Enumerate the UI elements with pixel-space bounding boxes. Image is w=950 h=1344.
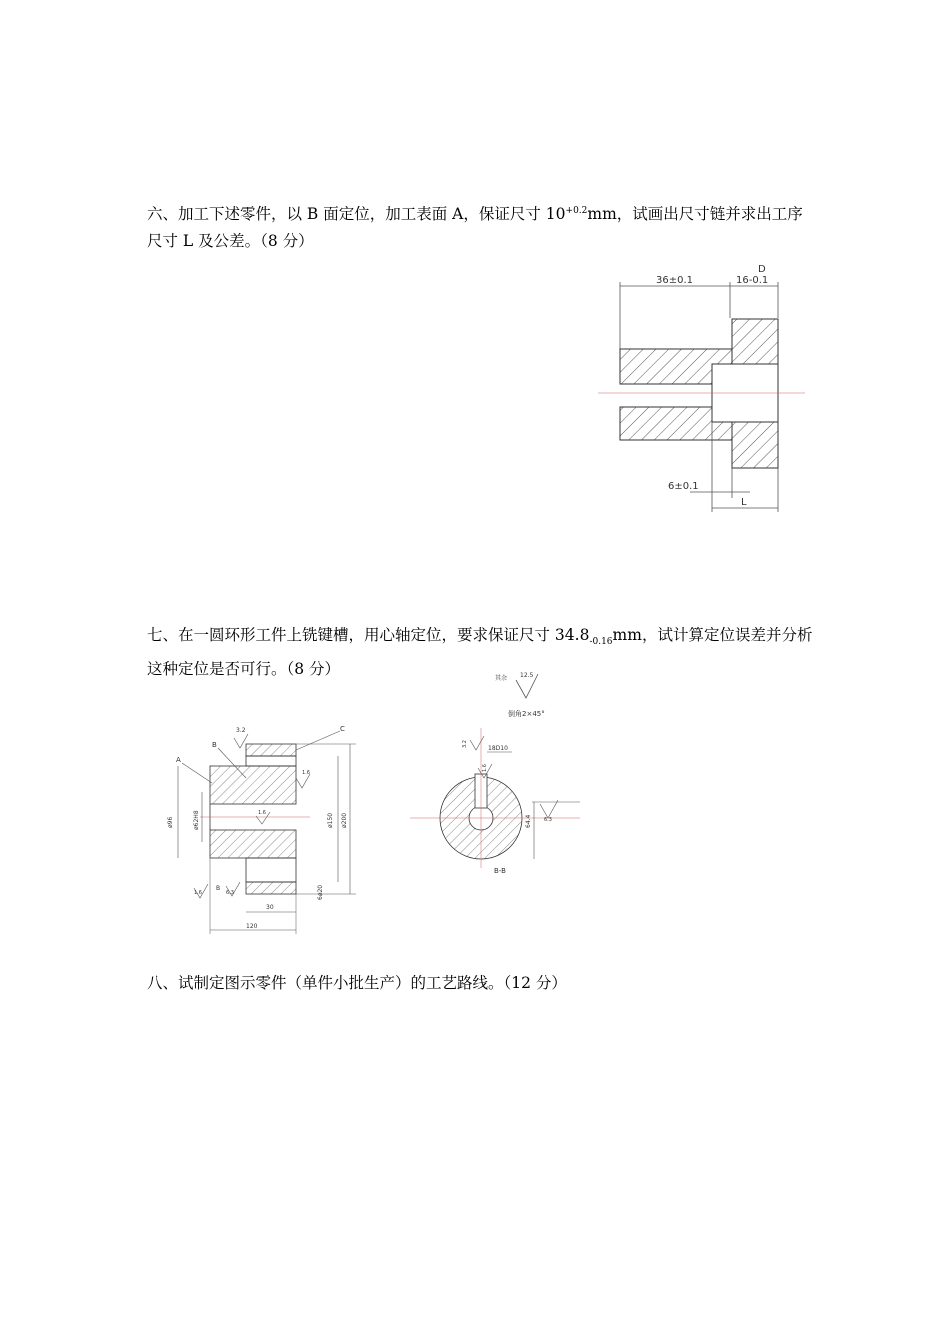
label-C: C <box>340 725 345 733</box>
q6-text-prefix: 六、加工下述零件，以 B 面定位，加工表面 A，保证尺寸 10 <box>147 205 566 224</box>
dia-200: ø200 <box>341 812 348 828</box>
question-6 <box>147 198 817 255</box>
dim-64-4: 64.4 <box>525 814 532 828</box>
q7-tolerance: -0.16 <box>589 637 613 648</box>
dim-120: 120 <box>246 923 258 930</box>
q8-text: 八、试制定图示零件（单件小批生产）的工艺路线。（12 分） <box>147 974 567 992</box>
key-width: 18D10 <box>488 745 508 752</box>
dim-16: 16-0.1 <box>736 275 769 286</box>
q6-tolerance: +0.2 <box>565 206 588 216</box>
dim-6-20: 6ø20 <box>317 884 324 900</box>
dim-6: 6±0.1 <box>668 481 699 492</box>
rough-k16: 1.6 <box>482 764 488 772</box>
label-A: A <box>176 756 181 764</box>
rough-k63: 6.3 <box>544 817 552 823</box>
dia-96: ø96 <box>167 816 174 828</box>
q7-text-suffix: mm，试计算定位误差并分析这种定位是否可行。（8 分） <box>147 626 813 679</box>
dim-30: 30 <box>266 904 274 911</box>
question-8 <box>147 970 817 997</box>
note-rest-val: 12.5 <box>520 672 534 679</box>
rough-32: 3.2 <box>236 727 246 734</box>
dim-36: 36±0.1 <box>656 275 694 286</box>
figure-6-drawing <box>590 262 810 517</box>
note-chamfer: 倒角2×45° <box>508 710 545 718</box>
label-B2: B <box>216 885 221 892</box>
rough-16b: 1.6 <box>258 810 266 816</box>
rough-k32: 3.2 <box>462 740 468 748</box>
rough-16: 1.6 <box>302 770 310 776</box>
label-L: L <box>741 497 747 508</box>
dia-150: ø150 <box>327 812 334 828</box>
figure-7-drawing <box>160 668 600 943</box>
q7-text-prefix: 七、在一圆环形工件上铣键槽，用心轴定位，要求保证尺寸 34.8 <box>147 626 590 644</box>
note-rest: 其余 <box>495 675 508 682</box>
q6-text-suffix: mm，试画出尺寸链并求出工序尺寸 L 及公差。（8 分） <box>147 205 803 251</box>
rough-16c: 1.6 <box>194 890 202 896</box>
dia-62: ø62H8 <box>193 810 200 830</box>
section-label: B-B <box>494 867 506 875</box>
label-B: B <box>212 741 217 749</box>
rough-63: 6.3 <box>226 890 234 896</box>
label-D: D <box>758 264 766 275</box>
